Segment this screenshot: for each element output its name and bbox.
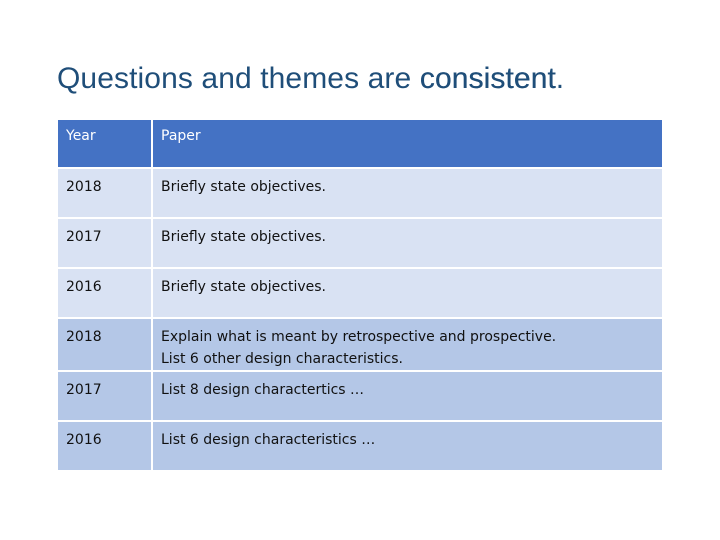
paper-line: List 6 design characteristics … (161, 432, 376, 448)
year-cell: 2017 (58, 218, 152, 268)
paper-cell (152, 318, 662, 371)
title-emphasis: consistent (419, 62, 556, 95)
table-row (58, 318, 662, 371)
paper-cell (152, 268, 662, 318)
paper-line: List 8 design charactertics … (161, 382, 365, 398)
year-cell: 2018 (58, 318, 152, 371)
paper-cell (152, 371, 662, 421)
header-year: Year (58, 120, 152, 168)
header-row (58, 120, 662, 168)
paper-line: Briefly state objectives. (161, 279, 327, 295)
table-row (58, 168, 662, 218)
paper-cell (152, 168, 662, 218)
questions-table (58, 120, 662, 472)
header-paper: Paper (152, 120, 662, 168)
title-period: . (555, 62, 565, 95)
table-row (58, 421, 662, 471)
table-row (58, 268, 662, 318)
paper-line: Explain what is meant by retrospective and prospective. (161, 329, 557, 345)
paper-line: Briefly state objectives. (161, 229, 327, 245)
year-cell: 2016 (58, 268, 152, 318)
paper-cell (152, 218, 662, 268)
paper-line: List 6 other design characteristics. (161, 351, 403, 367)
year-cell: 2018 (58, 168, 152, 218)
table-row (58, 371, 662, 421)
year-cell: 2016 (58, 421, 152, 471)
year-cell: 2017 (58, 371, 152, 421)
slide-title (57, 62, 564, 96)
paper-line: Briefly state objectives. (161, 179, 327, 195)
paper-cell (152, 421, 662, 471)
title-text: Questions and themes are (57, 62, 420, 95)
table-row (58, 218, 662, 268)
